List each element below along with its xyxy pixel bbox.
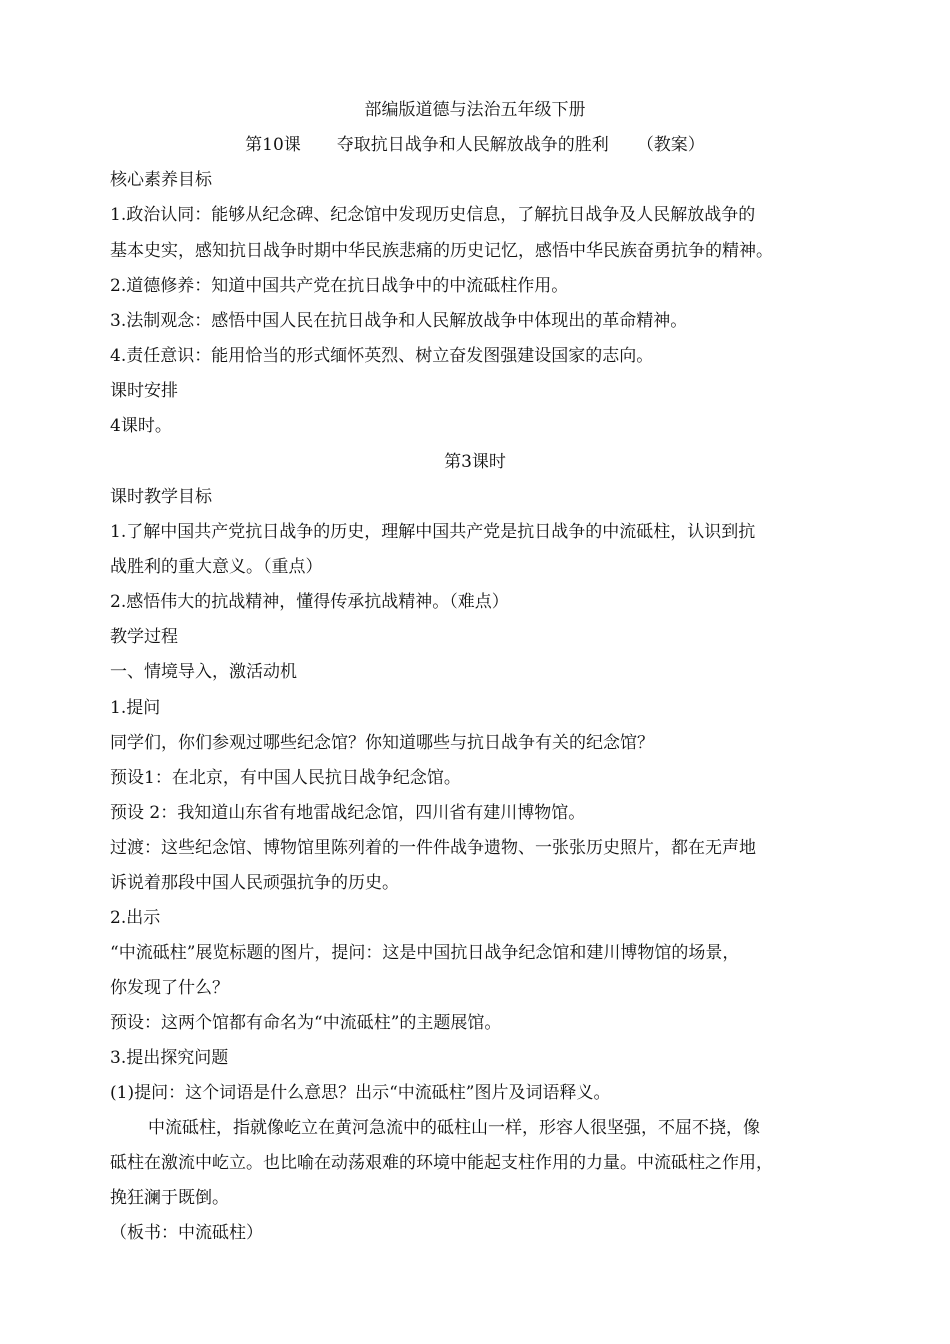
step-title: 1.提问 [110, 698, 161, 718]
session-goal-line: 1.了解中国共产党抗日战争的历史，理解中国共产党是抗日战争的中流砥柱，认识到抗 [110, 522, 756, 542]
definition-line: 砥柱在激流中屹立。也比喻在动荡艰难的环境中能起支柱作用的力量。中流砥柱之作用， [110, 1153, 773, 1173]
step-line: “中流砥柱”展览标题的图片，提问：这是中国抗日战争纪念馆和建川博物馆的场景， [110, 943, 740, 963]
step-line: 预设 2：我知道山东省有地雷战纪念馆，四川省有建川博物馆。 [110, 803, 586, 823]
step-line: 诉说着那段中国人民顽强抗争的历史。 [110, 873, 399, 893]
core-goals-heading: 核心素养目标 [110, 170, 212, 190]
session-goal-line: 战胜利的重大意义。（重点） [110, 557, 323, 577]
session-title: 第3课时 [444, 452, 506, 472]
schedule-value: 4课时。 [110, 416, 172, 436]
step-line: (1)提问：这个词语是什么意思？出示“中流砥柱”图片及词语释义。 [110, 1083, 611, 1103]
step-line: 你发现了什么？ [110, 978, 229, 998]
section-heading: 一、情境导入，激活动机 [110, 662, 297, 682]
core-goal-line: 1.政治认同：能够从纪念碑、纪念馆中发现历史信息，了解抗日战争及人民解放战争的 [110, 205, 756, 225]
lesson-title [0, 134, 950, 156]
document-title: 部编版道德与法治五年级下册 [364, 100, 586, 120]
step-title: 3.提出探究问题 [110, 1048, 229, 1068]
step-title: 2.出示 [110, 908, 161, 928]
session-goal-line: 2.感悟伟大的抗战精神，懂得传承抗战精神。（难点） [110, 592, 509, 612]
step-line: 预设1：在北京，有中国人民抗日战争纪念馆。 [110, 768, 461, 788]
core-goal-line: 4.责任意识：能用恰当的形式缅怀英烈、树立奋发图强建设国家的志向。 [110, 346, 654, 366]
definition-line: 中流砥柱，指就像屹立在黄河急流中的砥柱山一样，形容人很坚强，不屈不挠，像 [148, 1118, 760, 1138]
step-line: 预设：这两个馆都有命名为“中流砥柱”的主题展馆。 [110, 1013, 502, 1033]
schedule-heading: 课时安排 [110, 381, 178, 401]
session-goals-heading: 课时教学目标 [110, 487, 212, 507]
lesson-name: 夺取抗日战争和人民解放战争的胜利 [336, 135, 609, 155]
step-line: 同学们，你们参观过哪些纪念馆？你知道哪些与抗日战争有关的纪念馆？ [110, 733, 654, 753]
board-note: （板书：中流砥柱） [110, 1223, 263, 1243]
core-goal-line: 2.道德修养：知道中国共产党在抗日战争中的中流砥柱作用。 [110, 276, 569, 296]
process-heading: 教学过程 [110, 627, 178, 647]
lesson-tag: （教案） [636, 135, 705, 155]
step-line: 过渡：这些纪念馆、博物馆里陈列着的一件件战争遗物、一张张历史照片，都在无声地 [110, 838, 756, 858]
core-goal-line: 基本史实，感知抗日战争时期中华民族悲痛的历史记忆，感悟中华民族奋勇抗争的精神。 [110, 241, 773, 261]
core-goal-line: 3.法制观念：感悟中国人民在抗日战争和人民解放战争中体现出的革命精神。 [110, 311, 688, 331]
definition-line: 挽狂澜于既倒。 [110, 1188, 229, 1208]
lesson-number: 第10课 [245, 135, 301, 155]
